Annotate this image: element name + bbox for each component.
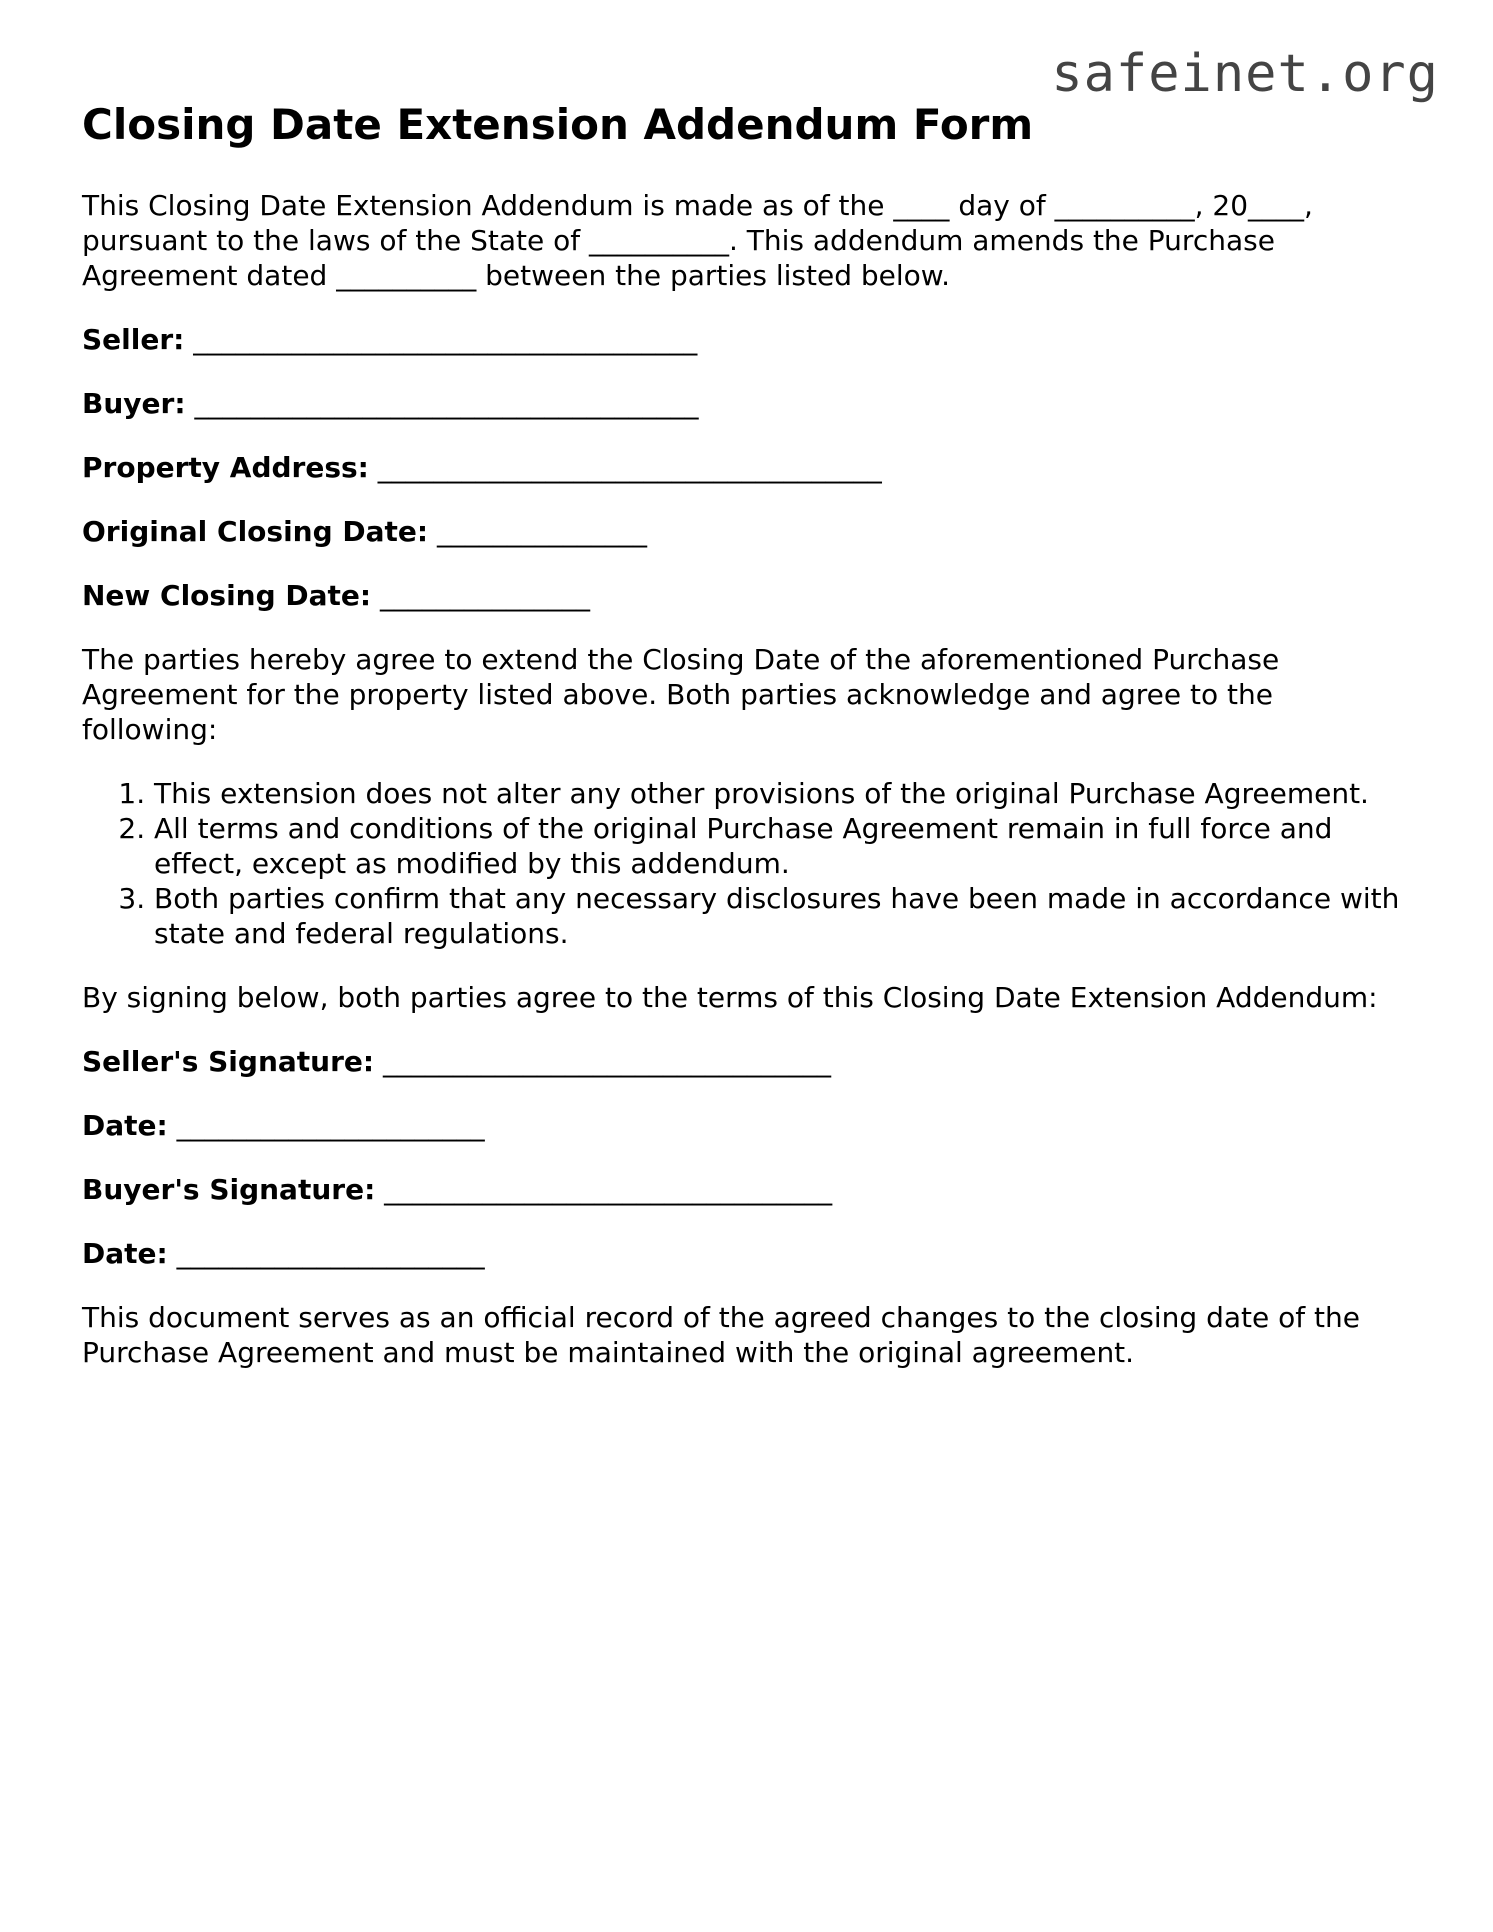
signing-paragraph: By signing below, both parties agree to the terms of this Closing Date Extension Addendum: <box>82 981 1378 1015</box>
buyer-signature-label: Buyer's Signature: <box>82 1173 376 1207</box>
new-closing-date-field <box>82 578 1412 613</box>
page-title: Closing Date Extension Addendum Form <box>82 100 1034 149</box>
intro-paragraph: This Closing Date Extension Addendum is made as of the ____ day of __________, 20____, pursuant to the laws of the State of __________. This addendum amends the Purchase Agreement dated __________ between the parties listed below. <box>82 189 1313 293</box>
buyer-date-field <box>82 1236 1412 1271</box>
closing-paragraph: This document serves as an official record of the agreed changes to the closing date of the Purchase Agreement and must be maintained with the original agreement. <box>82 1301 1360 1370</box>
seller-signature-field <box>82 1044 1412 1079</box>
property-address-field <box>82 450 1412 485</box>
term-item: 3. Both parties confirm that any necessary disclosures have been made in accordance with state and federal regulations. <box>154 881 1412 951</box>
buyer-signature-field <box>82 1172 1412 1207</box>
seller-signature-blank[interactable]: ________________________________ <box>383 1045 831 1079</box>
agreement-paragraph: The parties hereby agree to extend the Closing Date of the aforementioned Purchase Agreement for the property listed above. Both parties acknowledge and agree to the following: <box>82 643 1280 747</box>
original-closing-date-blank[interactable]: _______________ <box>437 515 648 549</box>
watermark: safeinet.org <box>1051 44 1439 104</box>
property-address-blank[interactable]: ____________________________________ <box>377 451 882 485</box>
original-closing-date-field <box>82 514 1412 549</box>
seller-date-blank[interactable]: ______________________ <box>176 1109 485 1143</box>
document-body <box>82 100 1412 1370</box>
seller-label: Seller: <box>82 323 185 357</box>
buyer-date-blank[interactable]: ______________________ <box>176 1237 485 1271</box>
buyer-signature-blank[interactable]: ________________________________ <box>384 1173 833 1207</box>
seller-date-field <box>82 1108 1412 1143</box>
term-item: 2. All terms and conditions of the original Purchase Agreement remain in full force and effect, except as modified by this addendum. <box>154 811 1412 881</box>
buyer-field <box>82 386 1412 421</box>
buyer-date-label: Date: <box>82 1237 168 1271</box>
new-closing-date-label: New Closing Date: <box>82 579 372 613</box>
terms-list <box>82 776 1412 951</box>
new-closing-date-blank[interactable]: _______________ <box>380 579 591 613</box>
term-item: 1. This extension does not alter any other provisions of the original Purchase Agreement. <box>154 776 1412 811</box>
seller-date-label: Date: <box>82 1109 168 1143</box>
buyer-label: Buyer: <box>82 387 186 421</box>
original-closing-date-label: Original Closing Date: <box>82 515 429 549</box>
property-address-label: Property Address: <box>82 451 369 485</box>
buyer-blank[interactable]: ____________________________________ <box>194 387 699 421</box>
seller-signature-label: Seller's Signature: <box>82 1045 375 1079</box>
seller-field <box>82 322 1412 357</box>
seller-blank[interactable]: ____________________________________ <box>193 323 698 357</box>
